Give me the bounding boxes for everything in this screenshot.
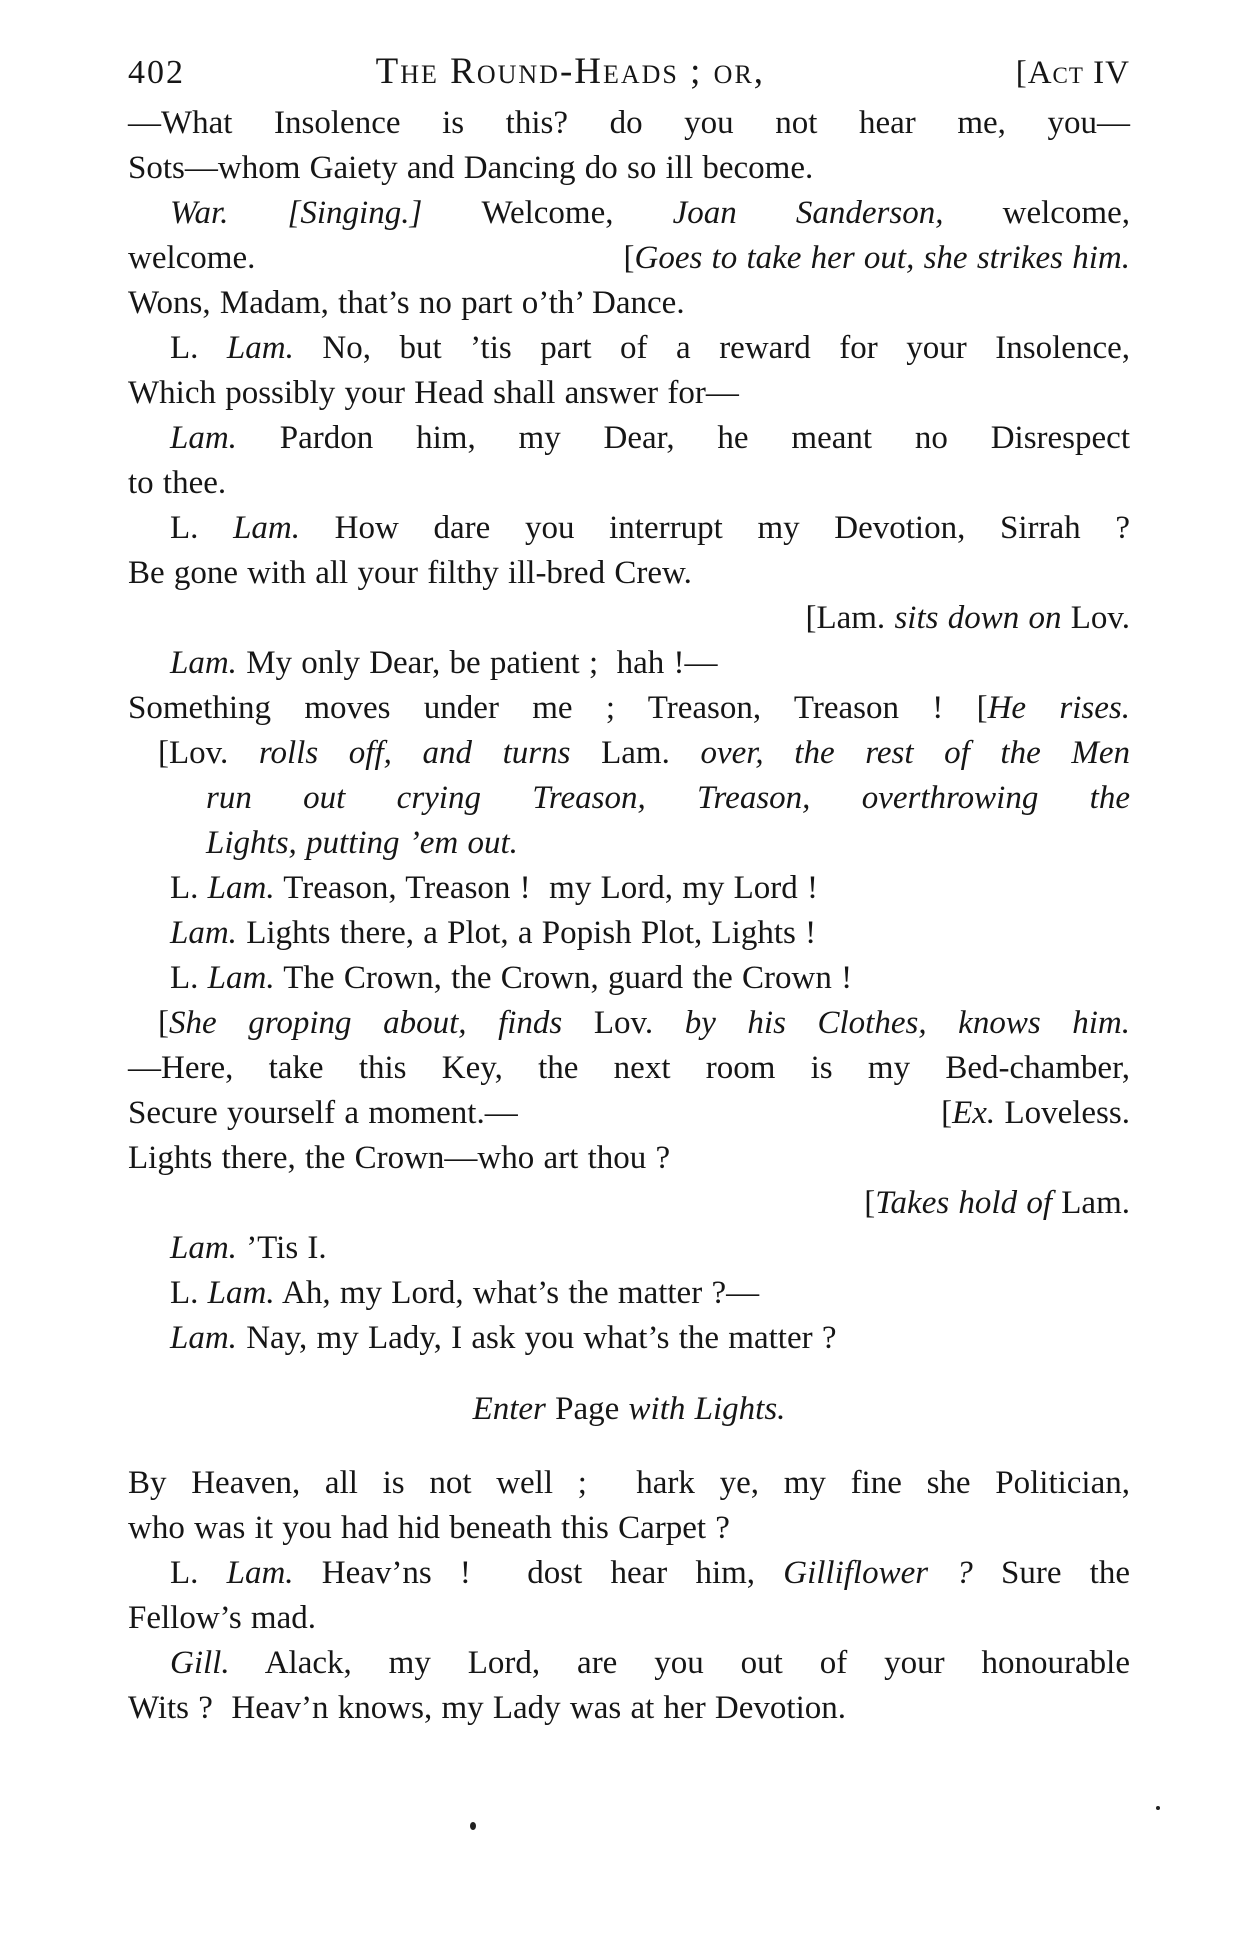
text-line [128, 1271, 1130, 1316]
text-segment: Treason, Treason ! my Lord, my Lord ! [274, 870, 819, 906]
text-segment: Wons, Madam, that’s no part o’th’ Dance. [128, 285, 685, 321]
text-segment: Lam. [226, 1555, 294, 1591]
text-segment: L. [170, 510, 234, 546]
text-segment: Fellow’s mad. [128, 1600, 316, 1636]
text-segment: welcome. [128, 240, 256, 276]
text-segment: ’Tis I. [236, 1230, 327, 1266]
text-segment: Gill. [170, 1645, 230, 1681]
line-spacer [518, 1091, 941, 1136]
text-line [128, 866, 1130, 911]
page-number: 402 [128, 54, 185, 91]
text-segment: He rises. [987, 690, 1130, 726]
text-segment: —Here, take this Key, the next room is my Bed-chamber, [128, 1050, 1130, 1086]
text-segment: Lam. [170, 645, 237, 681]
text-line [128, 326, 1130, 371]
text-segment: Lam. [170, 915, 237, 951]
text-segment: Lam. [207, 1275, 275, 1311]
text-line [128, 1046, 1130, 1091]
text-line [128, 596, 1130, 641]
text-segment: [ [941, 1095, 953, 1131]
text-line [128, 461, 1130, 506]
running-head [128, 50, 1130, 93]
text-line [128, 371, 1130, 416]
ink-speck [470, 1822, 476, 1830]
text-segment: [ [864, 1185, 876, 1221]
text-segment: Loveless. [995, 1095, 1130, 1131]
text-line [128, 146, 1130, 191]
text-segment: Gilliflower ? [783, 1555, 973, 1591]
text-segment: [Lov. [158, 735, 259, 771]
text-segment: Goes to take her out, she strikes him. [634, 240, 1130, 276]
text-line [128, 1001, 1130, 1046]
text-segment: Pardon him, my Dear, he meant no Disrespect [236, 420, 1130, 456]
text-segment: By Heaven, all is not well ; hark ye, my fine she Politician, [128, 1465, 1130, 1501]
text-line [128, 731, 1130, 776]
play-text-block [128, 101, 1130, 1731]
text-segment: Wits ? Heav’n knows, my Lady was at her Devotion. [128, 1690, 847, 1726]
text-segment: over, the rest of the Men [700, 735, 1130, 771]
text-segment: Ex. [952, 1095, 996, 1131]
text-segment: welcome, [1002, 195, 1130, 231]
text-segment: L. [170, 330, 227, 366]
text-line [128, 641, 1130, 686]
text-segment: War. [Singing.] [170, 195, 482, 231]
text-segment: to thee. [128, 465, 227, 501]
text-segment: The Crown, the Crown, guard the Crown ! [274, 960, 853, 996]
text-segment: run out crying Treason, Treason, overthrowing the [206, 780, 1130, 816]
text-segment: [ [623, 240, 635, 276]
text-segment: Enter [472, 1391, 556, 1427]
text-segment: Lam. [170, 420, 237, 456]
text-segment: Lam. [1061, 1185, 1130, 1221]
text-segment: with Lights. [628, 1391, 786, 1427]
text-line [128, 1641, 1130, 1686]
text-segment: Secure yourself a moment.— [128, 1095, 518, 1131]
text-segment: Lov. [593, 1005, 685, 1041]
text-segment: Sure the [972, 1555, 1130, 1591]
text-segment: L. [170, 870, 208, 906]
text-segment: —What Insolence is this? do you not hear me, you— [128, 105, 1130, 141]
text-segment: Heav’ns ! dost hear him, [293, 1555, 784, 1591]
text-segment: Page [555, 1391, 629, 1427]
text-segment: Ah, my Lord, what’s the matter ?— [274, 1275, 760, 1311]
text-line [128, 1686, 1130, 1731]
text-line [128, 101, 1130, 146]
text-line [128, 911, 1130, 956]
text-line [128, 506, 1130, 551]
text-segment: L. [170, 1555, 227, 1591]
text-line [128, 821, 1130, 866]
text-segment: Nay, my Lady, I ask you what’s the matter ? [236, 1320, 837, 1356]
text-line [128, 236, 1130, 281]
text-segment: L. [170, 960, 208, 996]
text-segment: She groping about, finds [169, 1005, 594, 1041]
text-line [128, 686, 1130, 731]
text-line [128, 776, 1130, 821]
text-segment: Lights there, a Plot, a Popish Plot, Lights ! [236, 915, 817, 951]
text-line [128, 1551, 1130, 1596]
text-segment: Lov. [1070, 600, 1130, 636]
text-line [128, 1091, 1130, 1136]
text-segment: [Lam. [805, 600, 895, 636]
ink-speck [1156, 1806, 1160, 1810]
act-label: [Act IV [1015, 55, 1130, 91]
text-line [128, 1136, 1130, 1181]
text-line [128, 1461, 1130, 1506]
text-line [128, 416, 1130, 461]
text-line [128, 1387, 1130, 1432]
line-spacer [255, 236, 623, 281]
text-segment: Alack, my Lord, are you out of your honourable [229, 1645, 1130, 1681]
text-line [128, 1226, 1130, 1271]
text-segment: [ [158, 1005, 169, 1041]
text-segment: Lam. [170, 1230, 237, 1266]
text-segment: Welcome, [481, 195, 673, 231]
text-segment: who was it you had hid beneath this Carpet ? [128, 1510, 730, 1546]
text-segment: How dare you interrupt my Devotion, Sirrah ? [300, 510, 1130, 546]
text-segment: L. [170, 1275, 208, 1311]
text-line [128, 1181, 1130, 1226]
text-segment: Sots—whom Gaiety and Dancing do so ill become. [128, 150, 814, 186]
text-segment: Lam. [170, 1320, 237, 1356]
text-segment: Be gone with all your filthy ill-bred Crew. [128, 555, 692, 591]
text-line [128, 1506, 1130, 1551]
text-segment: No, but ’tis part of a reward for your Insolence, [293, 330, 1130, 366]
text-segment: Lam. [233, 510, 301, 546]
text-segment: Joan Sanderson, [672, 195, 1003, 231]
text-segment: Lam. [207, 870, 275, 906]
text-segment: sits down on [894, 600, 1071, 636]
running-title: The Round-Heads ; or, [375, 51, 766, 92]
text-line [128, 956, 1130, 1001]
text-line [128, 191, 1130, 236]
text-segment: Something moves under me ; Treason, Treason ! [ [128, 690, 988, 726]
text-segment: Lights, putting ’em out. [206, 825, 518, 861]
text-segment: Which possibly your Head shall answer for— [128, 375, 739, 411]
text-line [128, 281, 1130, 326]
text-segment: by his Clothes, knows him. [684, 1005, 1130, 1041]
text-segment: My only Dear, be patient ; hah !— [236, 645, 718, 681]
text-line [128, 1316, 1130, 1361]
text-segment: Lam. [226, 330, 294, 366]
text-line [128, 1596, 1130, 1641]
text-segment: rolls off, and turns [258, 735, 602, 771]
text-segment: Lights there, the Crown—who art thou ? [128, 1140, 671, 1176]
text-segment: Lam. [601, 735, 701, 771]
text-segment: Lam. [207, 960, 275, 996]
text-segment: Takes hold of [875, 1185, 1062, 1221]
text-line [128, 551, 1130, 596]
